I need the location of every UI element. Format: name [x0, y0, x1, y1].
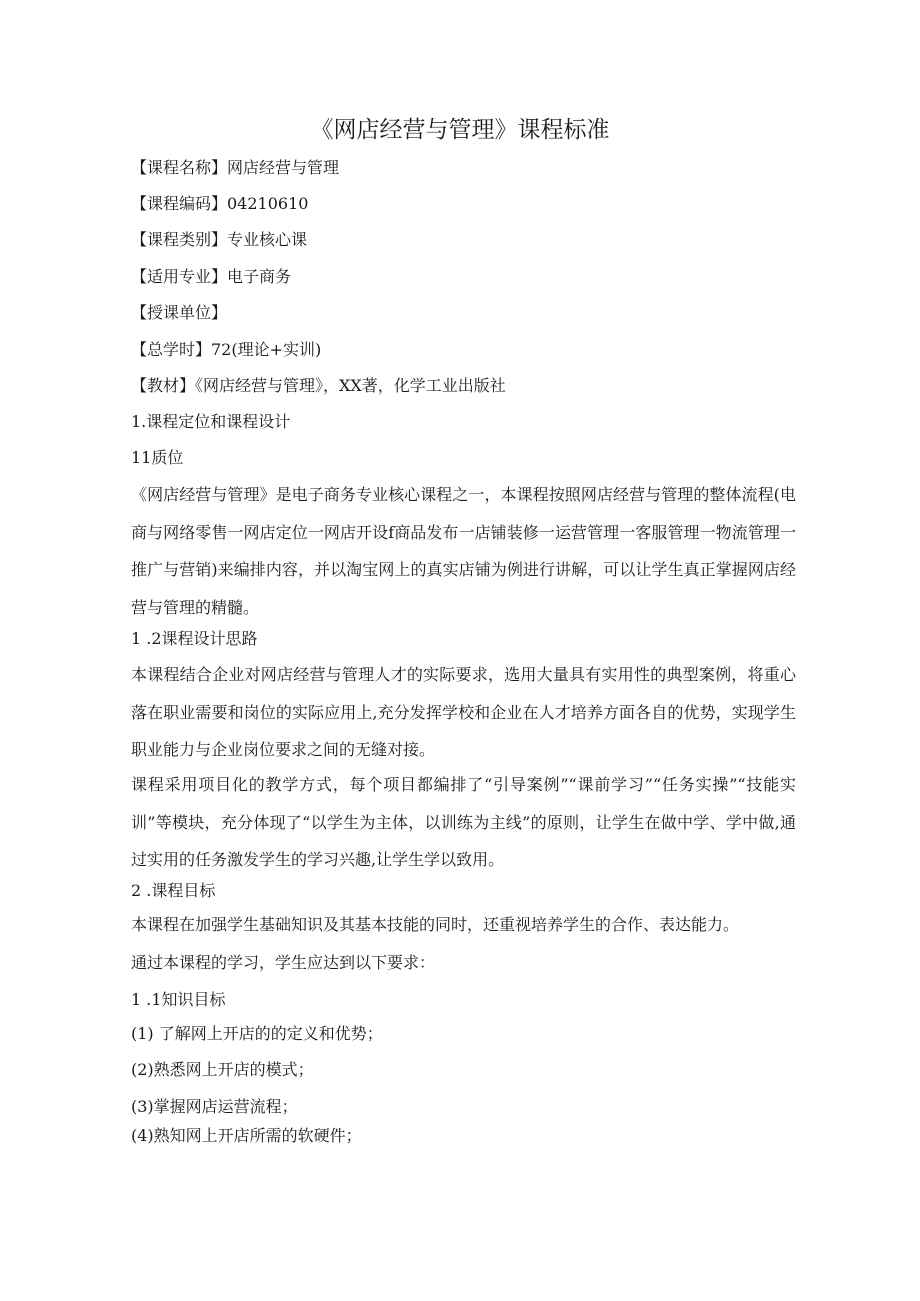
knowledge-goal-item: (1) 了解网上开店的的定义和优势； [131, 1024, 383, 1043]
section-1-2-paragraph-1: 本课程结合企业对网店经营与管理人才的实际要求，选用大量具有实用性的典型案例，将重心落在职业需要和岗位的实际应用上,充分发挥学校和企业在人才培养方面各自的优势，实现学生职业能力与企业岗位要求之间的无缝对接。 [131, 665, 796, 759]
section-2-paragraph-2: 通过本课程的学习，学生应达到以下要求： [131, 953, 436, 972]
knowledge-goal-item: (2)熟悉网上开店的模式； [131, 1060, 314, 1079]
section-2-heading: 2 .课程目标 [131, 881, 216, 900]
meta-teaching-unit: 【授课单位】 [131, 303, 228, 322]
section-1-1-paragraph: 《网店经营与管理》是电子商务专业核心课程之一，本课程按照网店经营与管理的整体流程(电商与网络零售一网店定位一网店开设f商品发布一店铺装修一运营管理一客服管理一物流管理一推广与营销)来编排内容，并以淘宝网上的真实店铺为例进行讲解，可以让学生真正掌握网店经营与管理的精髓。 [131, 485, 796, 617]
meta-applicable-major: 【适用专业】电子商务 [131, 267, 292, 286]
section-1-1-heading: 11质位 [131, 448, 184, 467]
section-2-1-heading: 1 .1知识目标 [131, 990, 226, 1009]
knowledge-goal-item: (3)掌握网店运营流程； [131, 1097, 298, 1116]
section-1-2-paragraph-2: 课程采用项目化的教学方式，每个项目都编排了“引导案例”“课前学习”“任务实操”“技能实训”等模块，充分体现了“以学生为主体，以训练为主线”的原则，让学生在做中学、学中做,通过实用的任务激发学生的学习兴趣,让学生学以致用。 [131, 775, 796, 869]
meta-course-name: 【课程名称】网店经营与管理 [131, 158, 340, 177]
meta-total-hours: 【总学时】72(理论+实训) [131, 340, 322, 359]
section-1-heading: 1.课程定位和课程设计 [131, 412, 291, 431]
meta-course-category: 【课程类别】专业核心课 [131, 230, 308, 249]
meta-course-code: 【课程编码】04210610 [131, 194, 309, 213]
section-2-paragraph-1: 本课程在加强学生基础知识及其基本技能的同时，还重视培养学生的合作、表达能力。 [131, 915, 740, 934]
section-1-2-heading: 1 .2课程设计思路 [131, 629, 258, 648]
meta-textbook: 【教材】《网店经营与管理》，XX著，化学工业出版社 [131, 376, 506, 395]
document-title: 《网店经营与管理》课程标准 [310, 117, 610, 143]
knowledge-goal-item: (4)熟知网上开店所需的软硬件； [131, 1126, 362, 1145]
